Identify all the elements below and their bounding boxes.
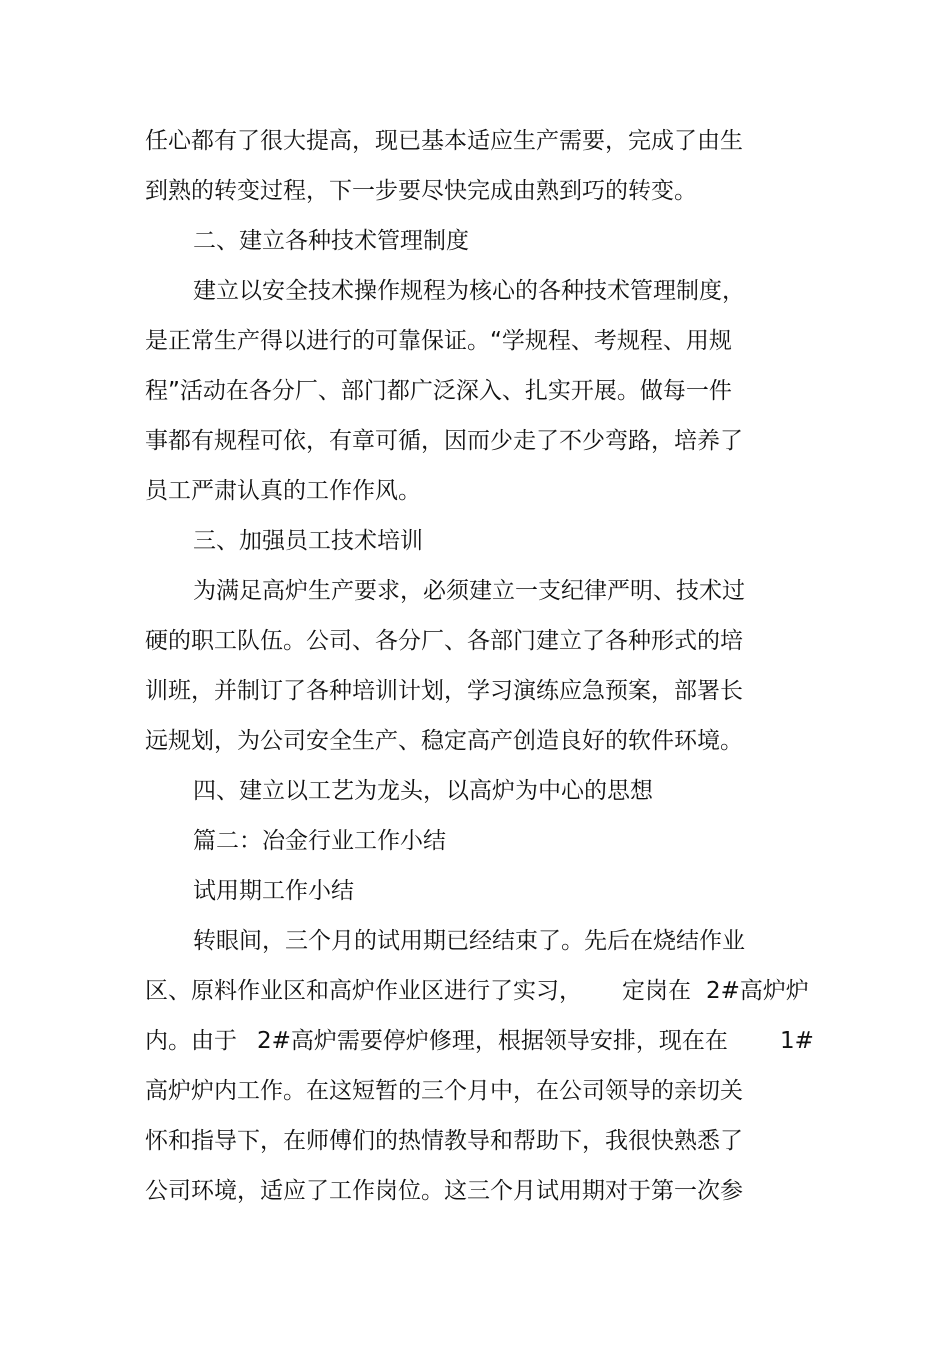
section-heading: 三、加强员工技术培训 bbox=[193, 528, 423, 554]
text-segment: 内。由于 bbox=[145, 1028, 237, 1054]
text-segment: 区、原料作业区和高炉作业区进行了实习， bbox=[145, 978, 582, 1004]
body-text-line: 怀和指导下，在师傅们的热情教导和帮助下，我很快熟悉了 bbox=[145, 1128, 743, 1154]
body-text-line: 训班，并制订了各种培训计划，学习演练应急预案，部署长 bbox=[145, 678, 743, 704]
body-text-line: 远规划，为公司安全生产、稳定高产创造良好的软件环境。 bbox=[145, 728, 743, 754]
body-text-line: 任心都有了很大提高，现已基本适应生产需要，完成了由生 bbox=[145, 128, 743, 154]
body-text-line: 转眼间，三个月的试用期已经结束了。先后在烧结作业 bbox=[193, 928, 745, 954]
body-text-line: 程”活动在各分厂、部门都广泛深入、扎实开展。做每一件 bbox=[145, 378, 732, 404]
text-segment: 2#高炉需要停炉修理，根据领导安排，现在在 bbox=[257, 1028, 728, 1054]
body-text-line: 事都有规程可依，有章可循，因而少走了不少弯路，培养了 bbox=[145, 428, 743, 454]
body-text-line: 硬的职工队伍。公司、各分厂、各部门建立了各种形式的培 bbox=[145, 628, 743, 654]
body-text-line: 到熟的转变过程，下一步要尽快完成由熟到巧的转变。 bbox=[145, 178, 697, 204]
article-heading: 篇二：冶金行业工作小结 bbox=[193, 828, 446, 854]
section-heading: 四、建立以工艺为龙头，以高炉为中心的思想 bbox=[193, 778, 653, 804]
text-segment: 1# bbox=[780, 1028, 814, 1054]
text-segment: 定岗在 bbox=[622, 978, 691, 1004]
body-text-line: 员工严肃认真的工作作风。 bbox=[145, 478, 421, 504]
body-text-line: 为满足高炉生产要求，必须建立一支纪律严明、技术过 bbox=[193, 578, 745, 604]
text-segment: 2#高炉炉 bbox=[706, 978, 809, 1004]
body-text-line: 高炉炉内工作。在这短暂的三个月中，在公司领导的亲切关 bbox=[145, 1078, 743, 1104]
body-text-line: 建立以安全技术操作规程为核心的各种技术管理制度， bbox=[193, 278, 745, 304]
article-subtitle: 试用期工作小结 bbox=[193, 878, 354, 904]
body-text-line: 是正常生产得以进行的可靠保证。“学规程、考规程、用规 bbox=[145, 328, 732, 354]
body-text-line: 公司环境，适应了工作岗位。这三个月试用期对于第一次参 bbox=[145, 1178, 743, 1204]
section-heading: 二、建立各种技术管理制度 bbox=[193, 228, 469, 254]
